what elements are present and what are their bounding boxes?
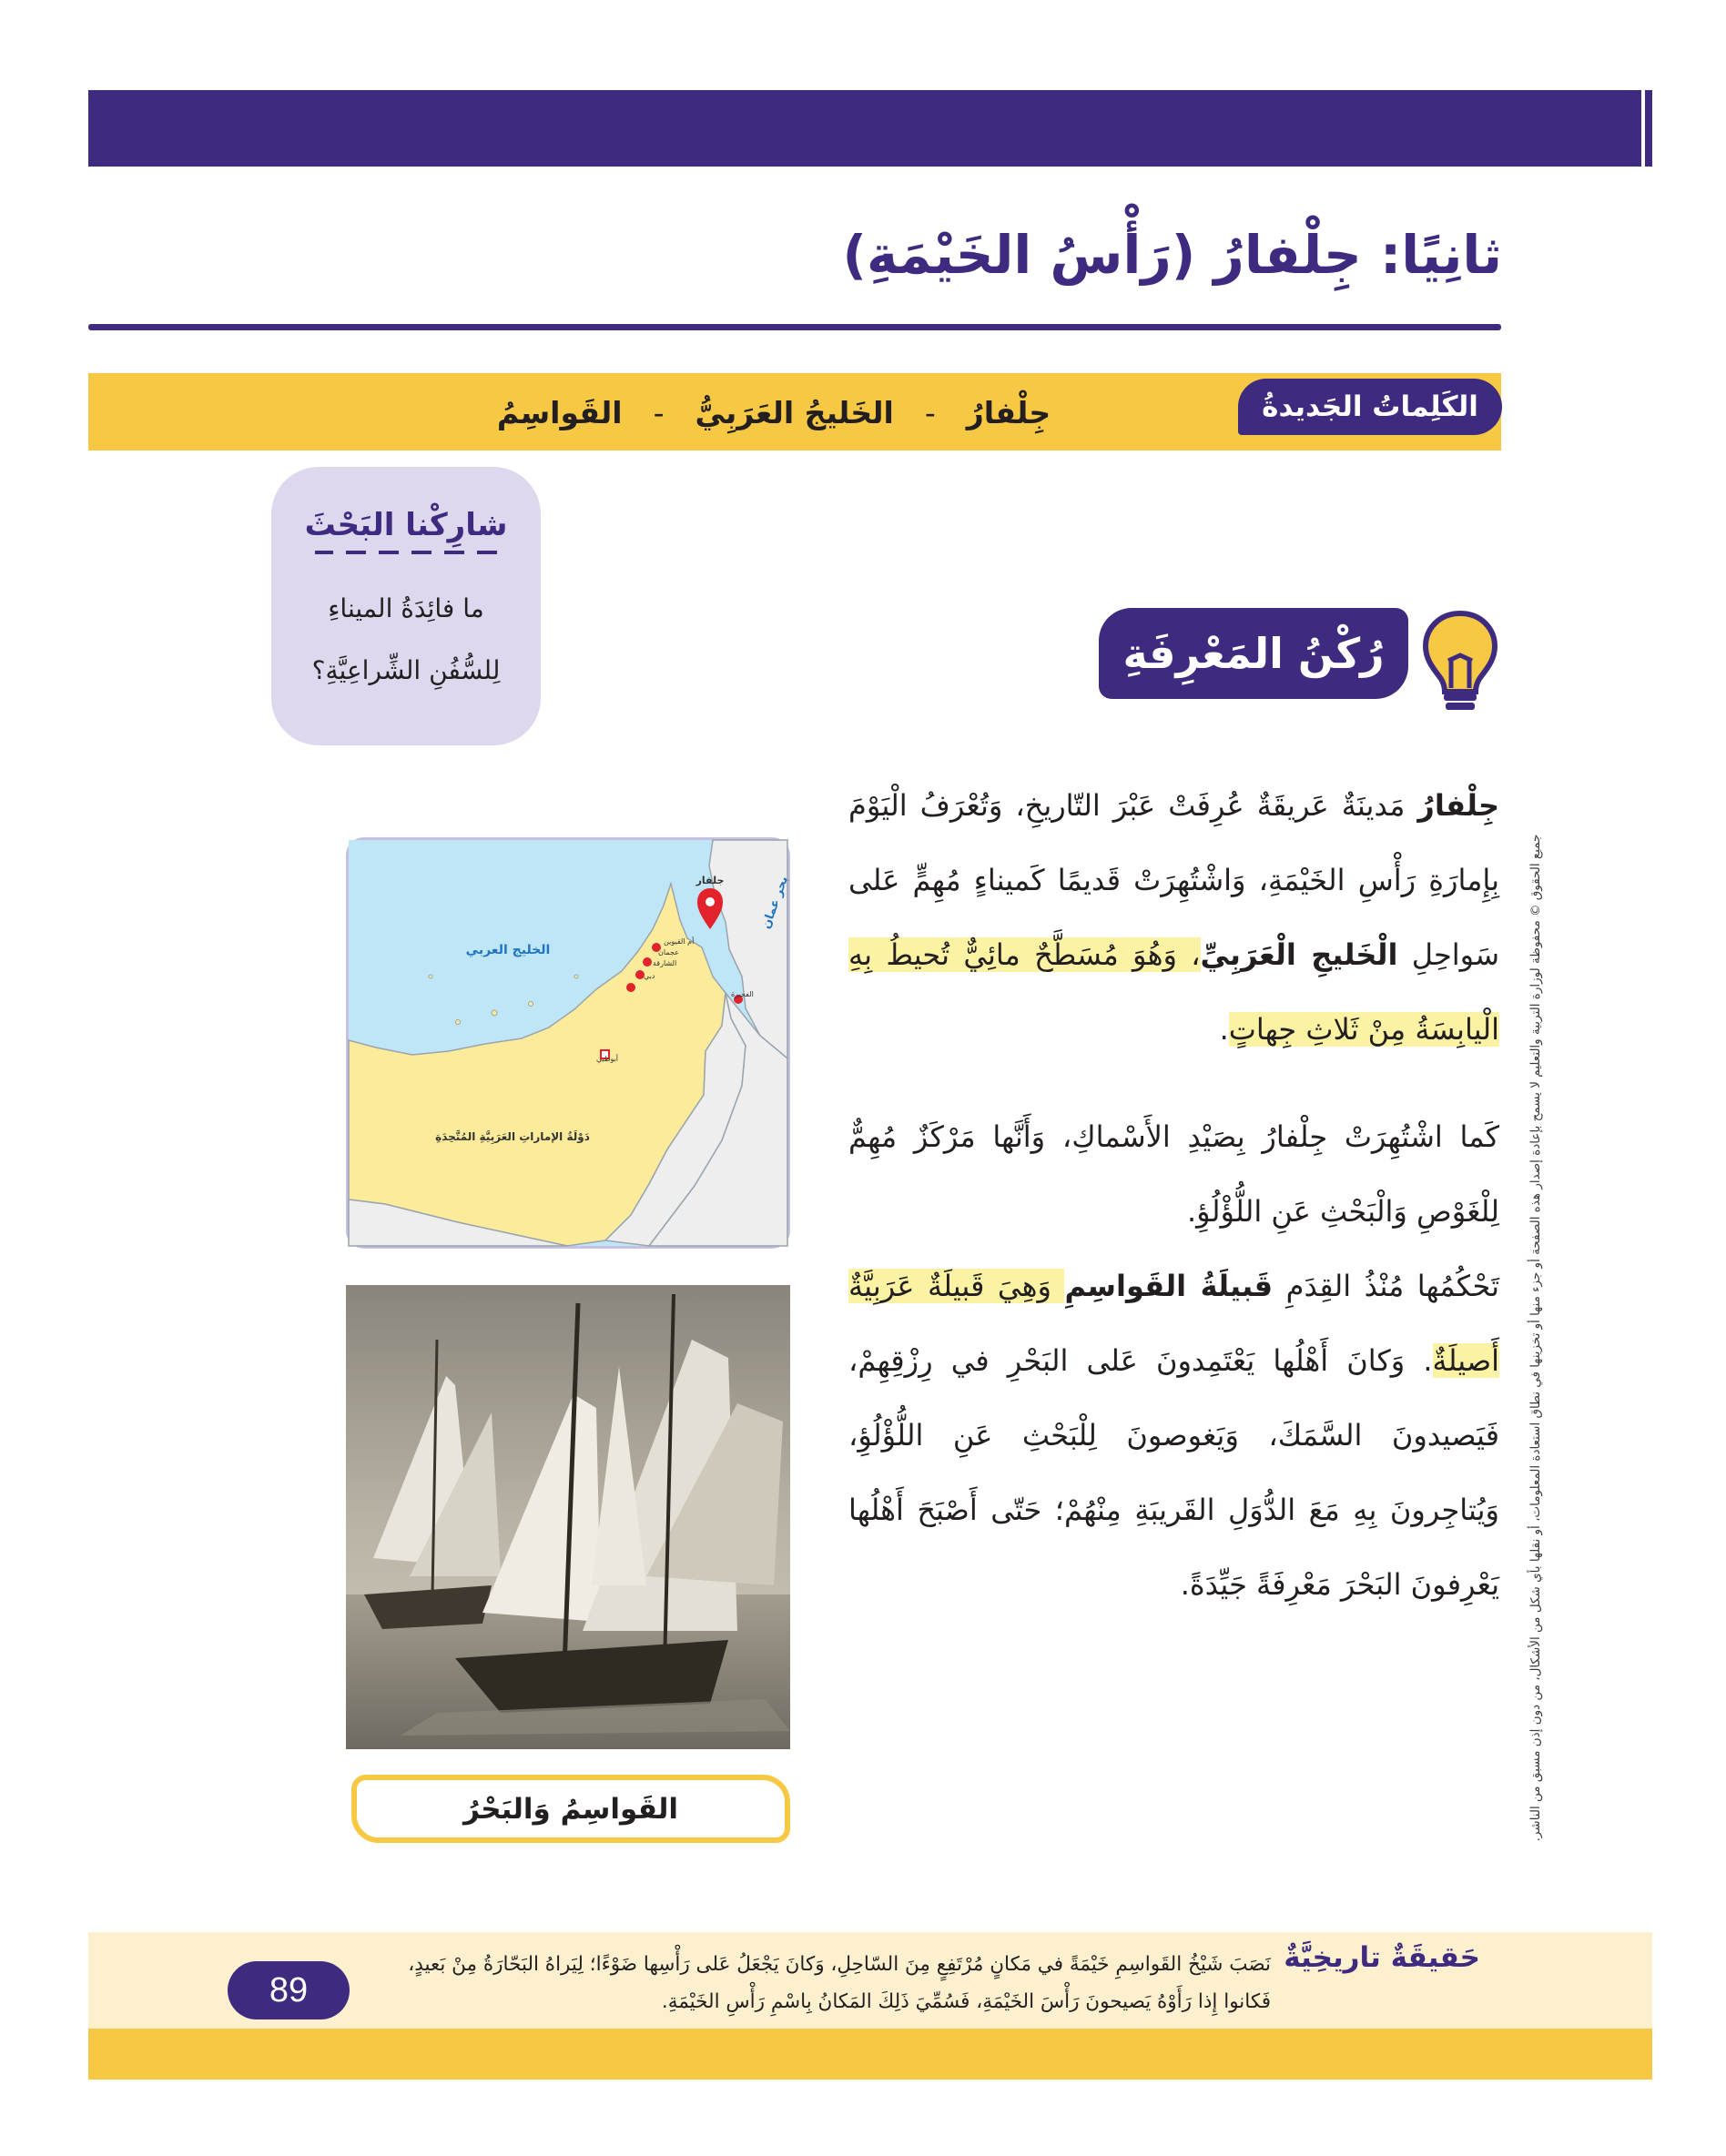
footer-band: [88, 2029, 1652, 2080]
highlight-gulf-definition-2: الْيابِسَةُ مِنْ ثَلاثِ جِهاتٍ: [1228, 1012, 1499, 1047]
map-label-dubai: دبي: [644, 972, 655, 980]
title-divider: [88, 324, 1501, 330]
paragraph-fishing-pearls: كَما اشْتُهِرَتْ جِلْفارُ بِصَيْدِ الأَسْماكِ، وَأَنَّها مَرْكَزٌ مُهِمٌّ لِلْغَوْصِ وَالْبَحْثِ عَنِ اللُّؤْلُؤِ.: [848, 1119, 1499, 1229]
knowledge-corner-label: رُكْنُ المَعْرِفَةِ: [1099, 608, 1408, 699]
highlight-gulf-definition: ، وَهُوَ مُسَطَّحٌ مائِيٌّ تُحيطُ بِهِ: [848, 937, 1201, 972]
map-label-ajman: عجمان: [658, 948, 679, 957]
map-label-umm-al-quwain: أم القيوين: [664, 937, 695, 946]
term-arabian-gulf: الْخَليجِ الْعَرَبِيِّ: [1200, 937, 1398, 972]
page-number: 89: [228, 1961, 350, 2019]
term-qawasim-tribe: قَبيلَةُ القَواسِمِ: [1064, 1269, 1274, 1303]
paragraph-text: . وَكانَ أَهْلُها يَعْتَمِدونَ عَلى البَحْرِ في رِزْقِهِمْ، فَيَصيدونَ السَّمَكَ، وَيَغوصونَ لِلْبَحْثِ عَنِ اللُّؤْلُؤِ، وَيُتاجِرونَ بِهِ مَعَ الدُّوَلِ القَريبَةِ مِنْهُمْ؛ حَتّى أَصْبَحَ أَهْلُها يَعْرِفونَ البَحْرَ مَعْرِفَةً جَيِّدَةً.: [848, 1343, 1499, 1602]
research-question-line-1: ما فائِدَةُ الميناءِ: [328, 593, 484, 623]
highlight-tribe-description: وَهِيَ قَبيلَةٌ عَرَبِيَّةٌ أَصيلَةٌ: [848, 1269, 1499, 1378]
header-band: [88, 90, 1652, 167]
new-words-label: الكَلِماتُ الجَديدةُ: [1238, 379, 1502, 435]
copyright-text: جميع الحقوق © محفوظة لوزارة التربية والتعليم لا يسمح بإعادة إصدار هذه الصفحة أو جزء منها أو تخزينها في نطاق استعادة المعلومات، أو نقلها بأي شكل من الأشكال، من دون إذن مسبق من الناشر.: [1528, 834, 1543, 1842]
research-box: [271, 467, 541, 745]
copyright-note: [1518, 801, 1554, 1875]
paragraph-text: مَدينَةٌ عَريقَةٌ عُرِفَتْ عَبْرَ التّاريخِ، وَتُعْرَفُ الْيَوْمَ بِإِمارَةِ رَأْسِ الخَيْمَةِ، وَاشْتُهِرَتْ قَديمًا كَميناءٍ مُهِمٍّ عَلى سَواحِلِ: [848, 788, 1499, 972]
historical-fact-line-2: فَكانوا إِذا رَأَوْهُ يَصيحونَ رَأْسَ الخَيْمَةِ، فَسُمِّيَ ذَلِكَ المَكانُ بِاسْمِ رَأْسِ الخَيْمَةِ.: [661, 1990, 1271, 2013]
term-julfar: جِلْفارُ: [1417, 788, 1499, 823]
new-words-list: [455, 380, 1092, 444]
vocab-separator: -: [653, 394, 665, 430]
section-title: ثانِيًا: جِلْفارُ (رَأْسُ الخَيْمَةِ): [842, 224, 1502, 286]
historical-fact-text: [351, 1946, 1271, 2020]
dhow-ships-photo: [346, 1285, 790, 1749]
historical-fact-line-1: نَصَبَ شَيْخُ القَواسِمِ خَيْمَةً في مَكانٍ مُرْتَفِعٍ مِنَ السّاحِلِ، وَكانَ يَجْعَلُ عَلى رَأْسِها ضَوْءًا؛ لِيَراهُ البَحّارَةُ مِنْ بَعيدٍ،: [408, 1953, 1271, 1976]
map-label-uae: دَوْلَةُ الإماراتِ العَرَبِيَّةِ المُتَّحِدَةِ: [435, 1130, 590, 1143]
paragraph-end: .: [1219, 1012, 1229, 1047]
map-label-sharjah: الشارقة: [653, 959, 677, 967]
research-dashed-line: [315, 551, 497, 554]
research-question-line-2: لِلسُّفُنِ الشِّراعِيَّةِ؟: [311, 655, 501, 685]
vocab-word-julfar: جِلْفارُ: [966, 394, 1051, 430]
map-label-oman-sea: بحر عمان: [759, 874, 792, 931]
vocab-word-qawasim: القَواسِمُ: [496, 394, 623, 430]
photo-caption: القَواسِمُ وَالبَحْرُ: [351, 1775, 790, 1843]
map-label-fujairah: الفجيرة: [731, 990, 754, 998]
lightbulb-icon: [1416, 606, 1504, 715]
map-label-julfar: جلفار: [695, 875, 725, 886]
uae-map: [346, 837, 790, 1249]
historical-fact-title: حَقيقَةٌ تاريخِيَّةٌ: [1284, 1941, 1480, 1974]
map-label-abu-dhabi: أبوظبي: [596, 1055, 619, 1063]
header-notch: [1641, 90, 1645, 167]
vocab-word-arabian-gulf: الخَليجُ العَرَبِيُّ: [695, 394, 894, 430]
paragraph-qawasim: [848, 1249, 1499, 1622]
paragraph-text: تَحْكُمُها مُنْذُ القِدَمِ: [1273, 1269, 1500, 1303]
research-title: شارِكْنا البَحْثَ: [304, 507, 508, 543]
map-label-arabian-gulf: الخليج العربي: [465, 943, 551, 957]
research-question: [271, 578, 541, 702]
vocab-separator: -: [924, 394, 936, 430]
paragraph-julfar-intro: [848, 768, 1499, 1067]
